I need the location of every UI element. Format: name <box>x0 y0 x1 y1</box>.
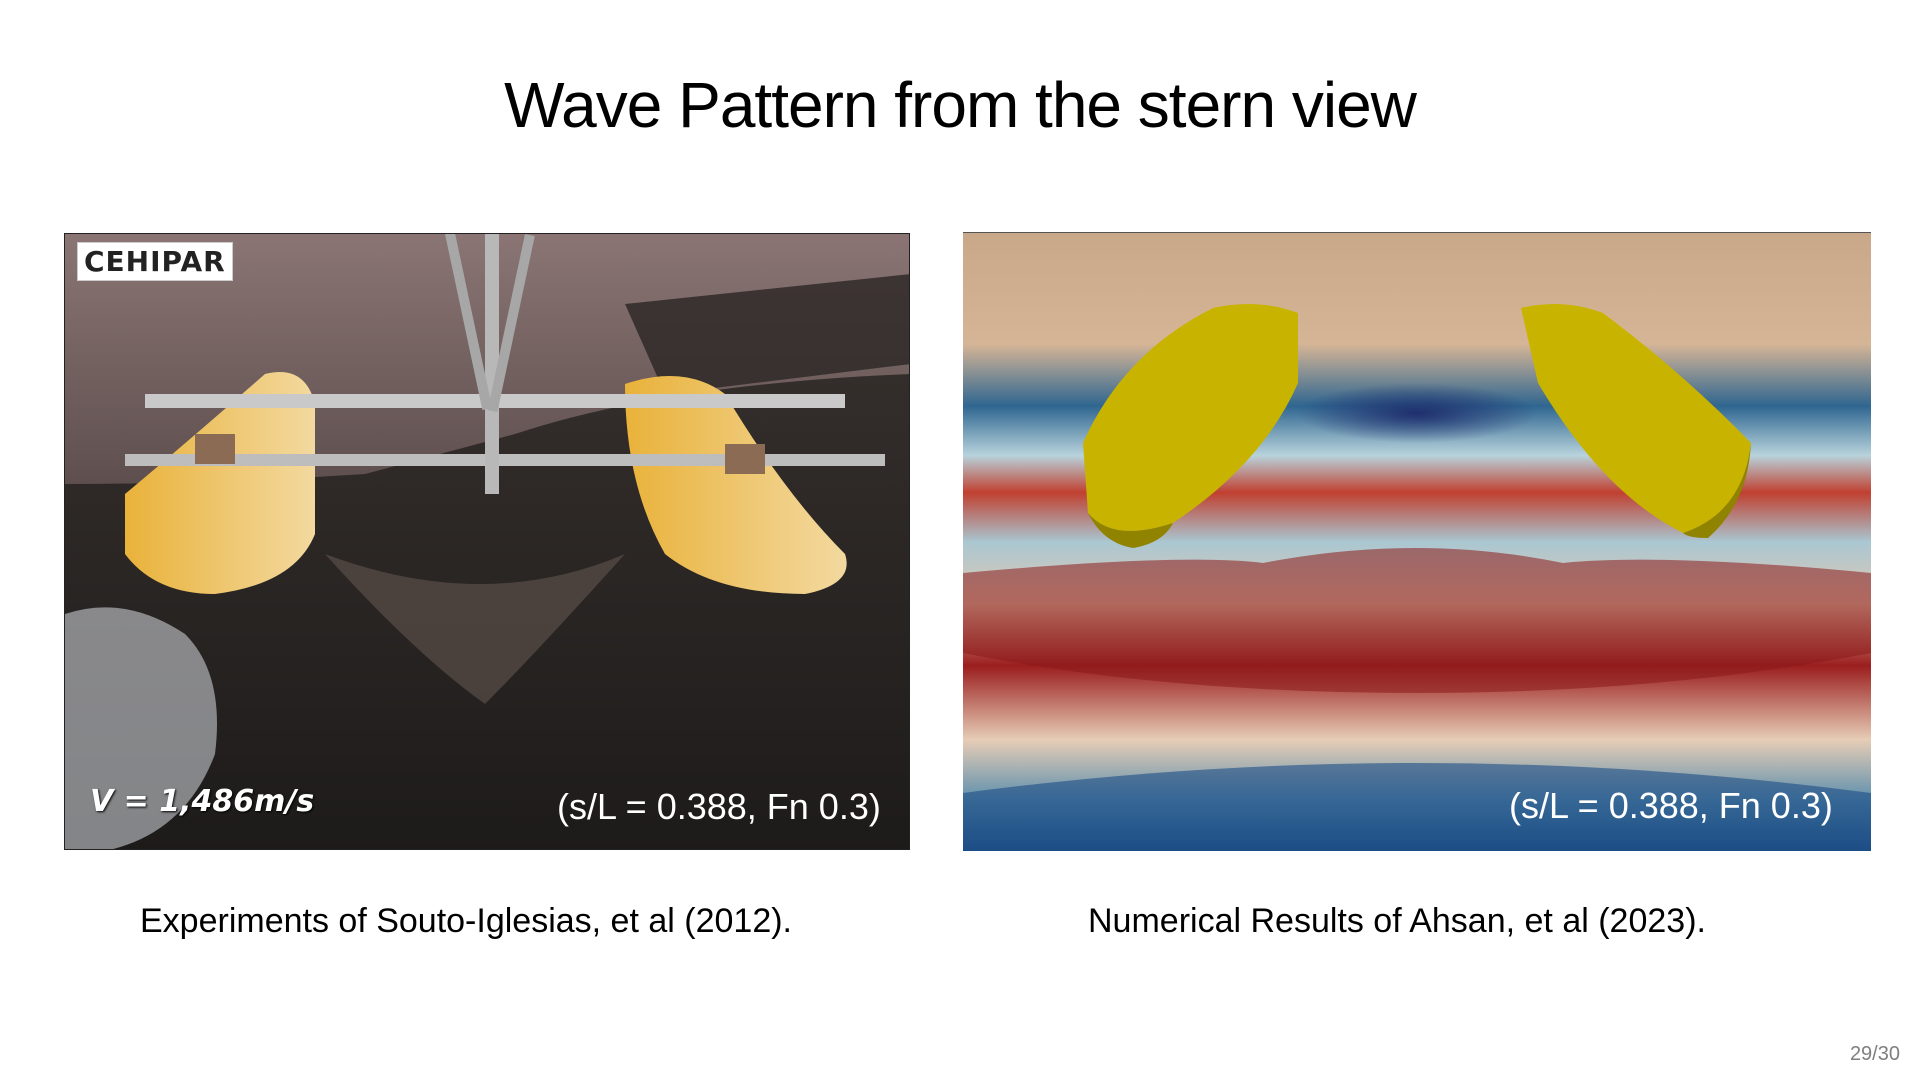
simulation-condition-label: (s/L = 0.388, Fn 0.3) <box>1509 785 1833 826</box>
cehipar-logo: CEHIPAR <box>77 242 233 281</box>
speed-readout: V = 1,486m/s <box>90 784 315 819</box>
experiment-caption: Experiments of Souto-Iglesias, et al (2012). <box>140 902 792 940</box>
simulation-image <box>963 233 1871 851</box>
experiment-photo-image <box>65 234 910 850</box>
slide-title: Wave Pattern from the stern view <box>504 69 1416 141</box>
page-number: 29/30 <box>1849 1043 1900 1065</box>
experiment-photo <box>64 233 910 850</box>
experiment-condition-label: (s/L = 0.388, Fn 0.3) <box>557 786 881 827</box>
simulation-contour-plot <box>963 232 1871 851</box>
simulation-caption: Numerical Results of Ahsan, et al (2023). <box>1088 902 1706 940</box>
